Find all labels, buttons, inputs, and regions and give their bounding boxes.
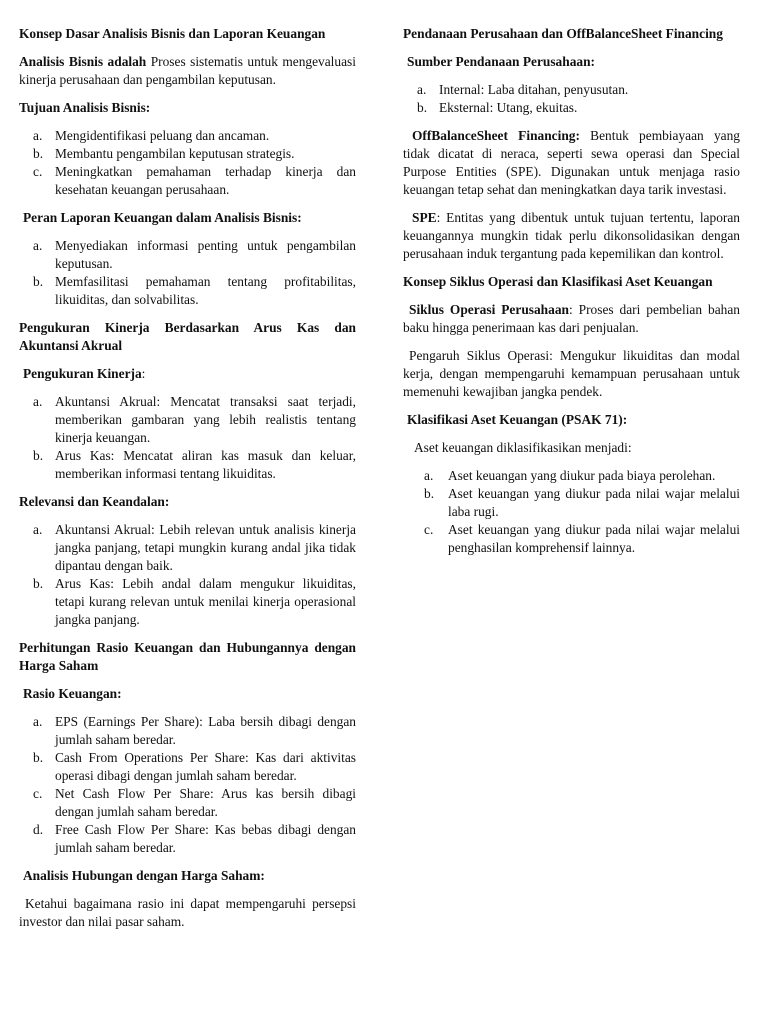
list-text: Internal: Laba ditahan, penyusutan.	[439, 82, 629, 97]
list-text: Meningkatkan pemahaman terhadap kinerja dan kesehatan keuangan perusahaan.	[55, 164, 356, 197]
list-text: EPS (Earnings Per Share): Laba bersih dibagi dengan jumlah saham beredar.	[55, 714, 356, 747]
heading-klasifikasi: Klasifikasi Aset Keuangan (PSAK 71):	[407, 412, 628, 427]
heading-pengukuran-term: Pengukuran Kinerja	[23, 366, 142, 381]
section-title-rasio: Perhitungan Rasio Keuangan dan Hubungannya dengan Harga Saham	[19, 640, 356, 673]
list-marker: b.	[33, 146, 44, 161]
definition-analisis-bisnis	[19, 53, 356, 89]
spe-text: : Entitas yang dibentuk untuk tujuan tertentu, laporan keuangannya mungkin tidak perlu dikonsolidasikan dengan perusahaan induk tergantung pada kepemilikan dan kontrol.	[403, 210, 740, 261]
list-text: Net Cash Flow Per Share: Arus kas bersih dibagi dengan jumlah saham beredar.	[55, 786, 356, 819]
list-text: Cash From Operations Per Share: Kas dari aktivitas operasi dibagi dengan jumlah saham beredar.	[55, 750, 356, 783]
paragraph-klasifikasi-intro: Aset keuangan diklasifikasikan menjadi:	[414, 440, 632, 455]
siklus-term: Siklus Operasi Perusahaan	[409, 302, 569, 317]
list-item	[19, 713, 356, 749]
list-text: Arus Kas: Lebih andal dalam mengukur likuiditas, tetapi kurang relevan untuk menilai kinerja operasional jangka panjang.	[55, 576, 356, 627]
list-text: Memfasilitasi pemahaman tentang profitabilitas, likuiditas, dan solvabilitas.	[55, 274, 356, 307]
list-item	[403, 485, 740, 521]
heading-hubungan: Analisis Hubungan dengan Harga Saham:	[23, 868, 265, 883]
list-marker: c.	[33, 164, 43, 179]
heading-tujuan: Tujuan Analisis Bisnis:	[19, 100, 151, 115]
list-text: Eksternal: Utang, ekuitas.	[439, 100, 578, 115]
heading-rasio: Rasio Keuangan:	[23, 686, 122, 701]
heading-relevansi: Relevansi dan Keandalan:	[19, 494, 170, 509]
list-marker: b.	[33, 448, 44, 463]
list-item	[19, 163, 356, 199]
list-marker: a.	[417, 82, 427, 97]
paragraph-offbalancesheet	[403, 127, 740, 199]
spe-term: SPE	[412, 210, 437, 225]
list-item	[19, 749, 356, 785]
siklus-text: : Proses dari pembelian bahan baku hingga penerimaan kas dari penjualan.	[403, 302, 740, 335]
definition-text: Proses sistematis untuk mengevaluasi kinerja perusahaan dan pengambilan keputusan.	[19, 54, 356, 87]
section-title-pendanaan: Pendanaan Perusahaan dan OffBalanceSheet Financing	[403, 26, 723, 41]
list-marker: a.	[424, 468, 434, 483]
heading-sumber: Sumber Pendanaan Perusahaan:	[407, 54, 595, 69]
list-marker: b.	[33, 576, 44, 591]
section-title-siklus: Konsep Siklus Operasi dan Klasifikasi Aset Keuangan	[403, 274, 713, 289]
list-marker: b.	[33, 274, 44, 289]
obs-term: OffBalanceSheet Financing:	[412, 128, 580, 143]
left-column	[19, 25, 356, 941]
list-item	[19, 127, 356, 145]
list-item	[403, 99, 740, 117]
paragraph-hubungan: Ketahui bagaimana rasio ini dapat mempengaruhi persepsi investor dan nilai pasar saham.	[19, 896, 356, 929]
section-title-konsep-dasar: Konsep Dasar Analisis Bisnis dan Laporan Keuangan	[19, 26, 326, 41]
definition-term: Analisis Bisnis adalah	[19, 54, 147, 69]
list-peran	[19, 237, 356, 309]
list-sumber	[403, 81, 740, 117]
heading-pengukuran-colon: :	[141, 366, 146, 381]
list-tujuan	[19, 127, 356, 199]
list-rasio	[19, 713, 356, 857]
list-item	[403, 521, 740, 557]
list-text: Menyediakan informasi penting untuk pengambilan keputusan.	[55, 238, 356, 271]
list-item	[19, 145, 356, 163]
paragraph-spe	[403, 209, 740, 263]
list-text: Akuntansi Akrual: Mencatat transaksi saat terjadi, memberikan gambaran yang lebih realistis tentang kinerja keuangan.	[55, 394, 356, 445]
list-marker: a.	[33, 714, 43, 729]
list-text: Arus Kas: Mencatat aliran kas masuk dan keluar, memberikan informasi tentang likuiditas.	[55, 448, 356, 481]
list-item	[19, 273, 356, 309]
list-item	[403, 81, 740, 99]
list-pengukuran	[19, 393, 356, 483]
list-text: Aset keuangan yang diukur pada biaya perolehan.	[448, 468, 716, 483]
list-text: Mengidentifikasi peluang dan ancaman.	[55, 128, 270, 143]
list-marker: c.	[424, 522, 434, 537]
list-item	[19, 821, 356, 857]
list-item	[19, 575, 356, 629]
list-marker: d.	[33, 822, 44, 837]
list-text: Membantu pengambilan keputusan strategis.	[55, 146, 295, 161]
list-marker: a.	[33, 238, 43, 253]
list-relevansi	[19, 521, 356, 629]
list-marker: b.	[417, 100, 428, 115]
list-marker: c.	[33, 786, 43, 801]
list-item	[19, 521, 356, 575]
list-marker: a.	[33, 522, 43, 537]
list-item	[403, 467, 740, 485]
list-text: Aset keuangan yang diukur pada nilai wajar melalui penghasilan komprehensif lainnya.	[448, 522, 740, 555]
paragraph-pengaruh: Pengaruh Siklus Operasi: Mengukur likuiditas dan modal kerja, dengan mempengaruhi kemampuan perusahaan untuk memenuhi kewajiban jangka pendek.	[403, 348, 740, 399]
list-text: Akuntansi Akrual: Lebih relevan untuk analisis kinerja jangka panjang, tetapi mungkin kurang andal jika tidak dipantau dengan baik.	[55, 522, 356, 573]
obs-text: Bentuk pembiayaan yang tidak dicatat di neraca, seperti sewa operasi dan Special Purpose Entities (SPE). Digunakan untuk menjaga rasio keuangan tetap sehat dan meningkatkan daya tarik investasi.	[403, 128, 740, 197]
list-marker: b.	[424, 486, 435, 501]
list-marker: a.	[33, 128, 43, 143]
list-text: Free Cash Flow Per Share: Kas bebas dibagi dengan jumlah saham beredar.	[55, 822, 356, 855]
paragraph-siklus	[403, 301, 740, 337]
list-marker: b.	[33, 750, 44, 765]
list-text: Aset keuangan yang diukur pada nilai wajar melalui laba rugi.	[448, 486, 740, 519]
list-item	[19, 237, 356, 273]
section-title-pengukuran: Pengukuran Kinerja Berdasarkan Arus Kas dan Akuntansi Akrual	[19, 320, 356, 353]
list-item	[19, 785, 356, 821]
heading-peran: Peran Laporan Keuangan dalam Analisis Bisnis:	[23, 210, 302, 225]
list-item	[19, 393, 356, 447]
list-marker: a.	[33, 394, 43, 409]
right-column	[403, 25, 740, 567]
list-item	[19, 447, 356, 483]
heading-pengukuran	[19, 365, 356, 383]
list-klasifikasi	[403, 467, 740, 557]
